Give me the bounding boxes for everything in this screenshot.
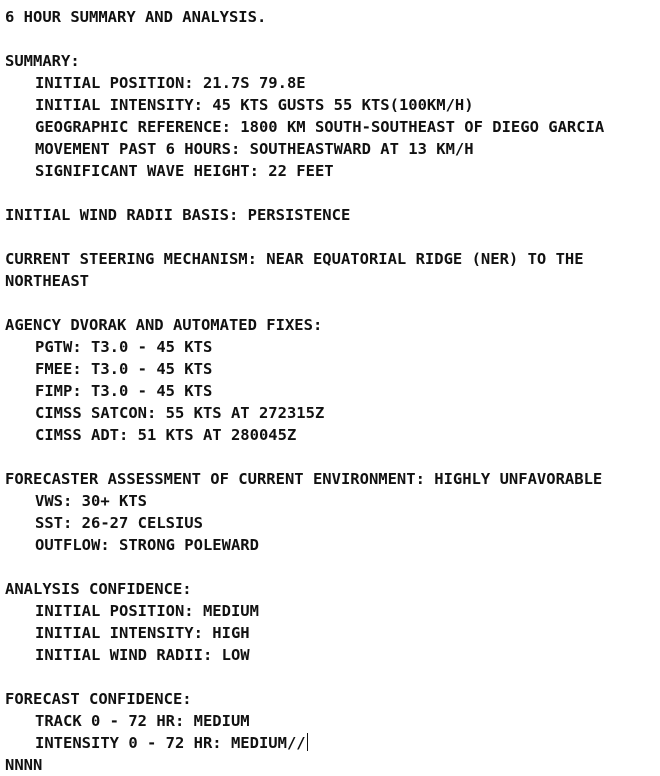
end-marker: NNNN — [5, 756, 43, 774]
steering-line-2: NORTHEAST — [5, 272, 89, 290]
forecast-confidence-intensity: INTENSITY 0 - 72 HR: MEDIUM// — [35, 734, 306, 752]
analysis-confidence-wind-radii: INITIAL WIND RADII: LOW — [35, 646, 250, 664]
summary-movement: MOVEMENT PAST 6 HOURS: SOUTHEASTWARD AT 13 KM/H — [35, 140, 474, 158]
environment-outflow: OUTFLOW: STRONG POLEWARD — [35, 536, 259, 554]
environment-heading: FORECASTER ASSESSMENT OF CURRENT ENVIRONMENT: HIGHLY UNFAVORABLE — [5, 470, 603, 488]
summary-heading: SUMMARY: — [5, 52, 80, 70]
fix-pgtw: PGTW: T3.0 - 45 KTS — [35, 338, 213, 356]
fix-cimss-adt: CIMSS ADT: 51 KTS AT 280045Z — [35, 426, 297, 444]
summary-geographic-reference: GEOGRAPHIC REFERENCE: 1800 KM SOUTH-SOUTHEAST OF DIEGO GARCIA — [35, 118, 605, 136]
bulletin-text — [5, 6, 655, 776]
wind-radii-basis: INITIAL WIND RADII BASIS: PERSISTENCE — [5, 206, 351, 224]
environment-vws: VWS: 30+ KTS — [35, 492, 147, 510]
blank-line — [5, 182, 655, 204]
analysis-confidence-heading: ANALYSIS CONFIDENCE: — [5, 580, 192, 598]
summary-wave-height: SIGNIFICANT WAVE HEIGHT: 22 FEET — [35, 162, 334, 180]
analysis-confidence-intensity: INITIAL INTENSITY: HIGH — [35, 624, 250, 642]
summary-initial-position: INITIAL POSITION: 21.7S 79.8E — [35, 74, 306, 92]
forecast-confidence-track: TRACK 0 - 72 HR: MEDIUM — [35, 712, 250, 730]
fixes-heading: AGENCY DVORAK AND AUTOMATED FIXES: — [5, 316, 323, 334]
blank-line — [5, 226, 655, 248]
blank-line — [5, 556, 655, 578]
fix-fmee: FMEE: T3.0 - 45 KTS — [35, 360, 213, 378]
blank-line — [5, 28, 655, 50]
environment-sst: SST: 26-27 CELSIUS — [35, 514, 203, 532]
top-edge — [0, 0, 660, 2]
fix-cimss-satcon: CIMSS SATCON: 55 KTS AT 272315Z — [35, 404, 325, 422]
analysis-confidence-position: INITIAL POSITION: MEDIUM — [35, 602, 259, 620]
text-cursor — [307, 733, 308, 751]
blank-line — [5, 292, 655, 314]
forecast-confidence-heading: FORECAST CONFIDENCE: — [5, 690, 192, 708]
page-title: 6 HOUR SUMMARY AND ANALYSIS. — [5, 8, 267, 26]
fix-fimp: FIMP: T3.0 - 45 KTS — [35, 382, 213, 400]
forecast-confidence-intensity-row — [5, 732, 655, 754]
blank-line — [5, 446, 655, 468]
blank-line — [5, 666, 655, 688]
summary-initial-intensity: INITIAL INTENSITY: 45 KTS GUSTS 55 KTS(100KM/H) — [35, 96, 474, 114]
steering-line-1: CURRENT STEERING MECHANISM: NEAR EQUATORIAL RIDGE (NER) TO THE — [5, 250, 584, 268]
